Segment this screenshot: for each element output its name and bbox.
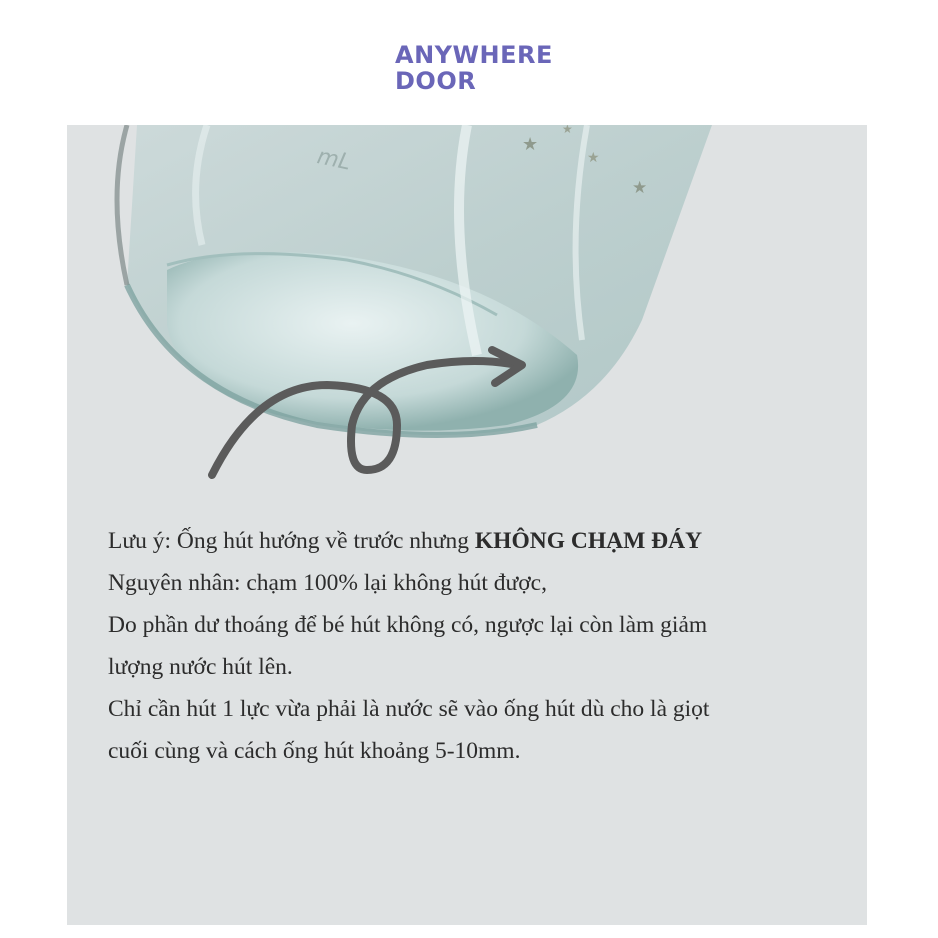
note-emphasis: KHÔNG CHẠM ĐÁY <box>474 528 703 554</box>
product-image-panel <box>67 125 867 925</box>
note-line-2: Nguyên nhân: chạm 100% lại không hút được, <box>108 570 547 596</box>
note-line-3: Do phần dư thoáng để bé hút không có, ngược lại còn làm giảm <box>108 612 708 638</box>
note-line-4: lượng nước hút lên. <box>108 654 293 680</box>
note-line-1 <box>108 520 848 562</box>
usage-note <box>108 520 848 772</box>
brand-line-2: DOOR <box>395 67 477 95</box>
note-line-1-prefix: Lưu ý: Ống hút hướng về trước nhưng <box>108 528 475 554</box>
glass-cup-photo <box>67 125 867 505</box>
cup-marking: mL <box>314 144 354 176</box>
star-icon: ★ <box>587 150 600 166</box>
note-line-6: cuối cùng và cách ống hút khoảng 5-10mm. <box>108 738 521 764</box>
star-icon: ★ <box>562 125 573 136</box>
star-icon: ★ <box>522 134 539 155</box>
note-line-5: Chỉ cần hút 1 lực vừa phải là nước sẽ vào ống hút dù cho là giọt <box>108 696 710 722</box>
brand-logo <box>395 42 553 94</box>
star-icon: ★ <box>632 178 648 198</box>
brand-line-1: ANYWHERE <box>395 41 553 69</box>
